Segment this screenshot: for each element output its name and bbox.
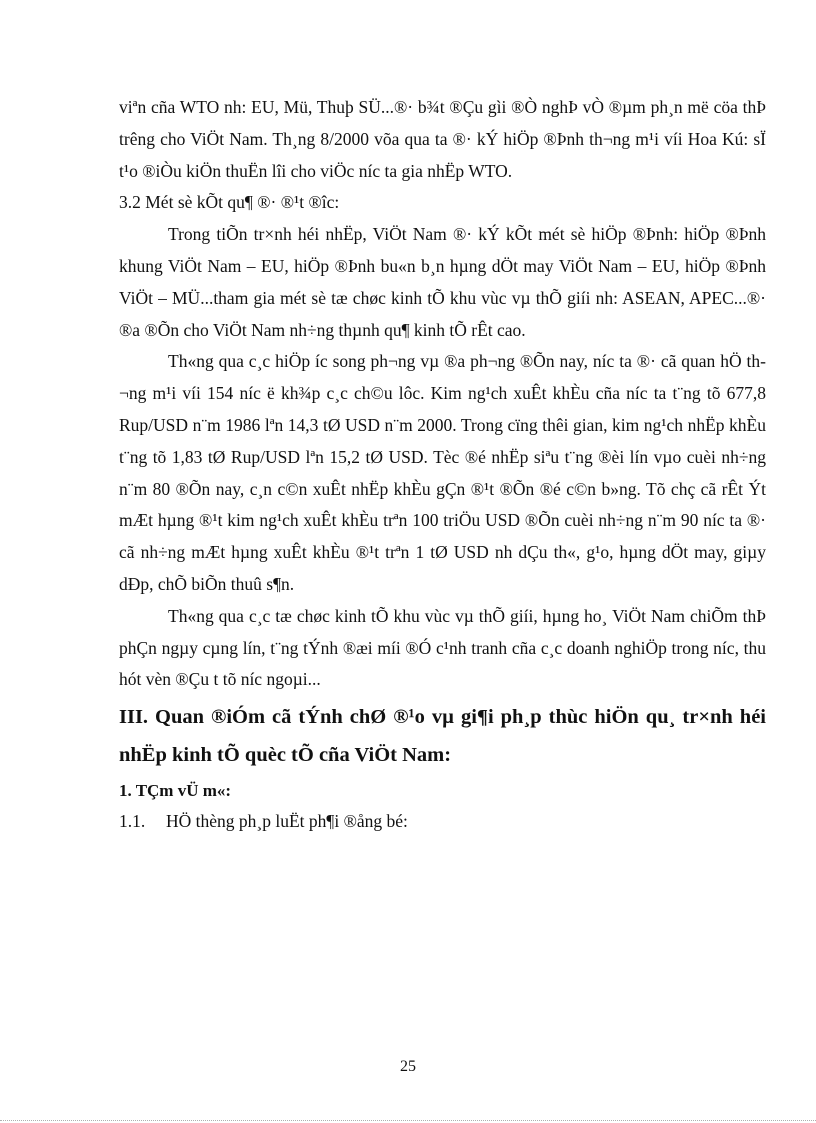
list-item-number: 1.1. <box>119 811 146 832</box>
paragraph-wto-negotiations: viªn cña WTO nh: EU, Mü, Thuþ SÜ...®· b¾t ®Çu gìi ®Ò nghÞ vÒ ®µm ph¸n më cöa thÞ trêng cho ViÖt Nam. Th¸ng 8/2000 võa qua ta ®· kÝ hiÖp ®Þnh th¬ng m¹i víi Hoa Kú: sÏ t¹o ®iÒu kiÖn thuËn lîi cho viÖc níc ta gia nhËp WTO. <box>119 97 766 181</box>
subsection-heading-1: 1. TÇm vÜ m«: <box>119 781 232 801</box>
paragraph-regional-organizations: Th«ng qua c¸c tæ chøc kinh tÕ khu vùc vµ thÕ giíi, hµng ho¸ ViÖt Nam chiÕm thÞ phÇn ngµy cµng lín, t¨ng tÝnh ®æi míi ®Ó c¹nh tranh cña c¸c doanh nghiÖp trong níc, thu hót vèn ®Çu t tõ níc ngoµi... <box>119 605 766 690</box>
page-bottom-divider <box>0 1120 816 1121</box>
list-item-text: HÖ thèng ph¸p luËt ph¶i ®ång bé: <box>166 811 408 832</box>
paragraph-trade-results: Th«ng qua c¸c hiÖp íc song ph¬ng vµ ®a ph¬ng ®Õn nay, níc ta ®· cã quan hÖ th¬ng m¹i víi 154 níc ë kh¾p c¸c ch©u lôc. Kim ng¹ch xuÊt khÈu cña níc ta t¨ng tõ 677,8 Rup/USD n¨m 1986 lªn 14,3 tØ USD n¨m 2000. Trong cïng thêi gian, kim ng¹ch nhËp khÈu t¨ng tõ 1,83 tØ Rup/USD lªn 15,2 tØ USD. Tèc ®é nhËp siªu t¨ng ®èi lín vµo cuèi nh÷ng n¨m 80 ®Õn nay, c¸n c©n xuÊt nhËp khÈu gÇn ®¹t ®Õn ®é c©n b»ng. Tõ chç cã rÊt Ýt mÆt hµng ®¹t kim ng¹ch xuÊt khÈu trªn 100 triÖu USD ®Õn cuèi nh÷ng n¨m 90 níc ta ®· cã nh÷ng mÆt hµng xuÊt khÈu ®¹t trªn 1 tØ USD nh dÇu th«, g¹o, hµng dÖt may, giµy dÐp, chÕ biÕn thuû s¶n. <box>119 351 766 594</box>
subheading-3-2: 3.2 Mét sè kÕt qu¶ ®· ®¹t ®îc: <box>119 192 340 213</box>
paragraph-integration-agreements: Trong tiÕn tr×nh héi nhËp, ViÖt Nam ®· kÝ kÕt mét sè hiÖp ®Þnh: hiÖp ®Þnh khung ViÖt Nam – EU, hiÖp ®Þnh bu«n b¸n hµng dÖt may ViÖt Nam – EU, hiÖp ®Þnh ViÖt – MÜ...tham gia mét sè tæ chøc kinh tÕ khu vùc vµ thÕ giíi nh: ASEAN, APEC...®· ®a ®Õn cho ViÖt Nam nh÷ng thµnh qu¶ kinh tÕ rÊt cao. <box>119 224 766 340</box>
page-content <box>119 92 766 836</box>
section-heading-iii: III. Quan ®iÓm cã tÝnh chØ ®¹o vµ gi¶i ph¸p thùc hiÖn qu¸ tr×nh héi nhËp kinh tÕ quèc tÕ cña ViÖt Nam: <box>119 706 766 767</box>
list-item-1-1 <box>119 806 766 836</box>
page-number: 25 <box>400 1058 416 1075</box>
